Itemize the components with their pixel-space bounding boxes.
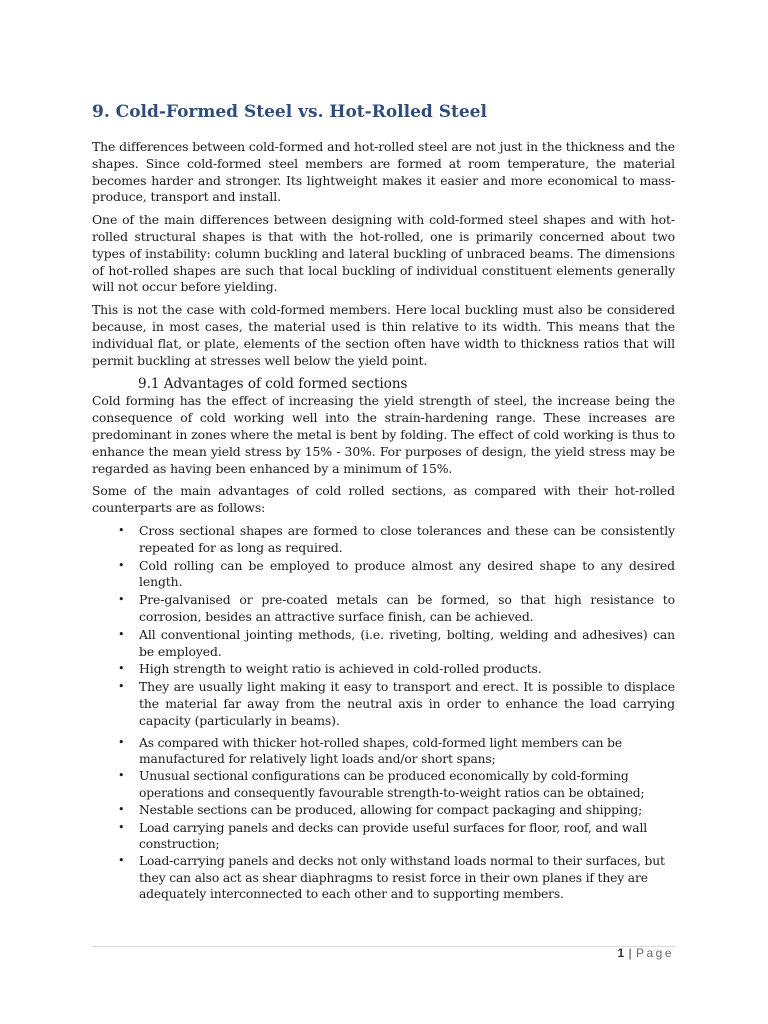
advantages-list-second [92, 735, 675, 903]
subsection-heading: 9.1 Advantages of cold formed sections [138, 376, 408, 393]
bullet-icon: • [118, 593, 125, 607]
section-paragraphs [92, 393, 675, 517]
intro-paragraphs [92, 139, 675, 369]
paragraph: Cold forming has the effect of increasing the yield strength of steel, the increase being the consequence of cold working well into the strain-hardening range. These increases are predominant in zones where the metal is bent by folding. The effect of cold working is thus to enhance the mean yield stress by 15% - 30%. For purposes of design, the yield stress may be regarded as having been enhanced by a minimum of 15%. [92, 393, 675, 476]
list-item-text: They are usually light making it easy to transport and erect. It is possible to displace the material far away from the neutral axis in order to enhance the load carrying capacity (particularly in beams). [139, 679, 675, 728]
list-item-text: Cross sectional shapes are formed to close tolerances and these can be consistently repeated for as long as required. [139, 522, 675, 555]
list-item-text: Load carrying panels and decks can provide useful surfaces for floor, roof, and wall construction; [139, 820, 648, 851]
list-item [118, 735, 675, 768]
bullet-icon: • [118, 769, 125, 783]
paragraph: Some of the main advantages of cold rolled sections, as compared with their hot-rolled counterparts are as follows: [92, 483, 675, 516]
bullet-icon: • [118, 735, 125, 749]
paragraph: This is not the case with cold-formed members. Here local buckling must also be considered because, in most cases, the material used is thin relative to its width. This means that the individual flat, or plate, elements of the section often have width to thickness ratios that will permit buckling at stresses well below the yield point. [92, 302, 675, 368]
list-item-text: Nestable sections can be produced, allowing for compact packaging and shipping; [139, 803, 643, 818]
bullet-icon: • [118, 854, 125, 868]
list-item [118, 592, 675, 626]
bullet-icon: • [118, 662, 125, 676]
list-item [118, 627, 675, 661]
list-item-text: Unusual sectional configurations can be produced economically by cold-forming operations and consequently favourable strength-to-weight ratios can be obtained; [139, 769, 645, 800]
list-item [118, 802, 675, 818]
list-item-text: All conventional jointing methods, (i.e. riveting, bolting, welding and adhesives) can be employed. [139, 626, 675, 659]
list-item [118, 558, 675, 592]
page-label: Page [635, 946, 674, 960]
list-item [118, 820, 675, 853]
paragraph: One of the main differences between designing with cold-formed steel shapes and with hot-rolled structural shapes is that with the hot-rolled, one is primarily concerned about two types of instability: column buckling and lateral buckling of unbraced beams. The dimensions of hot-rolled shapes are such that local buckling of individual constituent elements generally will not occur before yielding. [92, 212, 675, 295]
footer-divider [92, 946, 675, 947]
list-item-text: Load-carrying panels and decks not only withstand loads normal to their surfaces, but they can also act as shear diaphragms to resist force in their own planes if they are adequately interconnected to each other and to supporting members. [139, 854, 665, 902]
list-item-text: High strength to weight ratio is achieved in cold-rolled products. [139, 661, 542, 677]
list-item-text: Cold rolling can be employed to produce almost any desired shape to any desired length. [139, 557, 675, 590]
page-number: 1 [617, 946, 625, 960]
list-item [118, 853, 675, 902]
bullet-icon: • [118, 820, 125, 834]
list-item [118, 661, 675, 678]
page-footer [617, 946, 674, 960]
bullet-icon: • [118, 803, 125, 817]
footer-separator: | [628, 946, 633, 960]
bullet-icon: • [118, 680, 125, 694]
list-item [118, 768, 675, 801]
bullet-icon: • [118, 523, 125, 537]
list-item-text: Pre-galvanised or pre-coated metals can be formed, so that high resistance to corrosion, besides an attractive surface finish, can be achieved. [139, 592, 675, 624]
list-item [118, 679, 675, 729]
document-page [92, 100, 675, 904]
list-item [118, 523, 675, 557]
section-heading: 9. Cold-Formed Steel vs. Hot-Rolled Steel [92, 102, 487, 122]
advantages-list-first [92, 523, 675, 730]
bullet-icon: • [118, 558, 125, 572]
paragraph: The differences between cold-formed and hot-rolled steel are not just in the thickness and the shapes. Since cold-formed steel members are formed at room temperature, the material becomes harder and stronger. Its lightweight makes it easier and more economical to mass-produce, transport and install. [92, 139, 675, 205]
bullet-icon: • [118, 627, 125, 641]
list-item-text: As compared with thicker hot-rolled shapes, cold-formed light members can be manufactured for relatively light loads and/or short spans; [139, 735, 623, 766]
